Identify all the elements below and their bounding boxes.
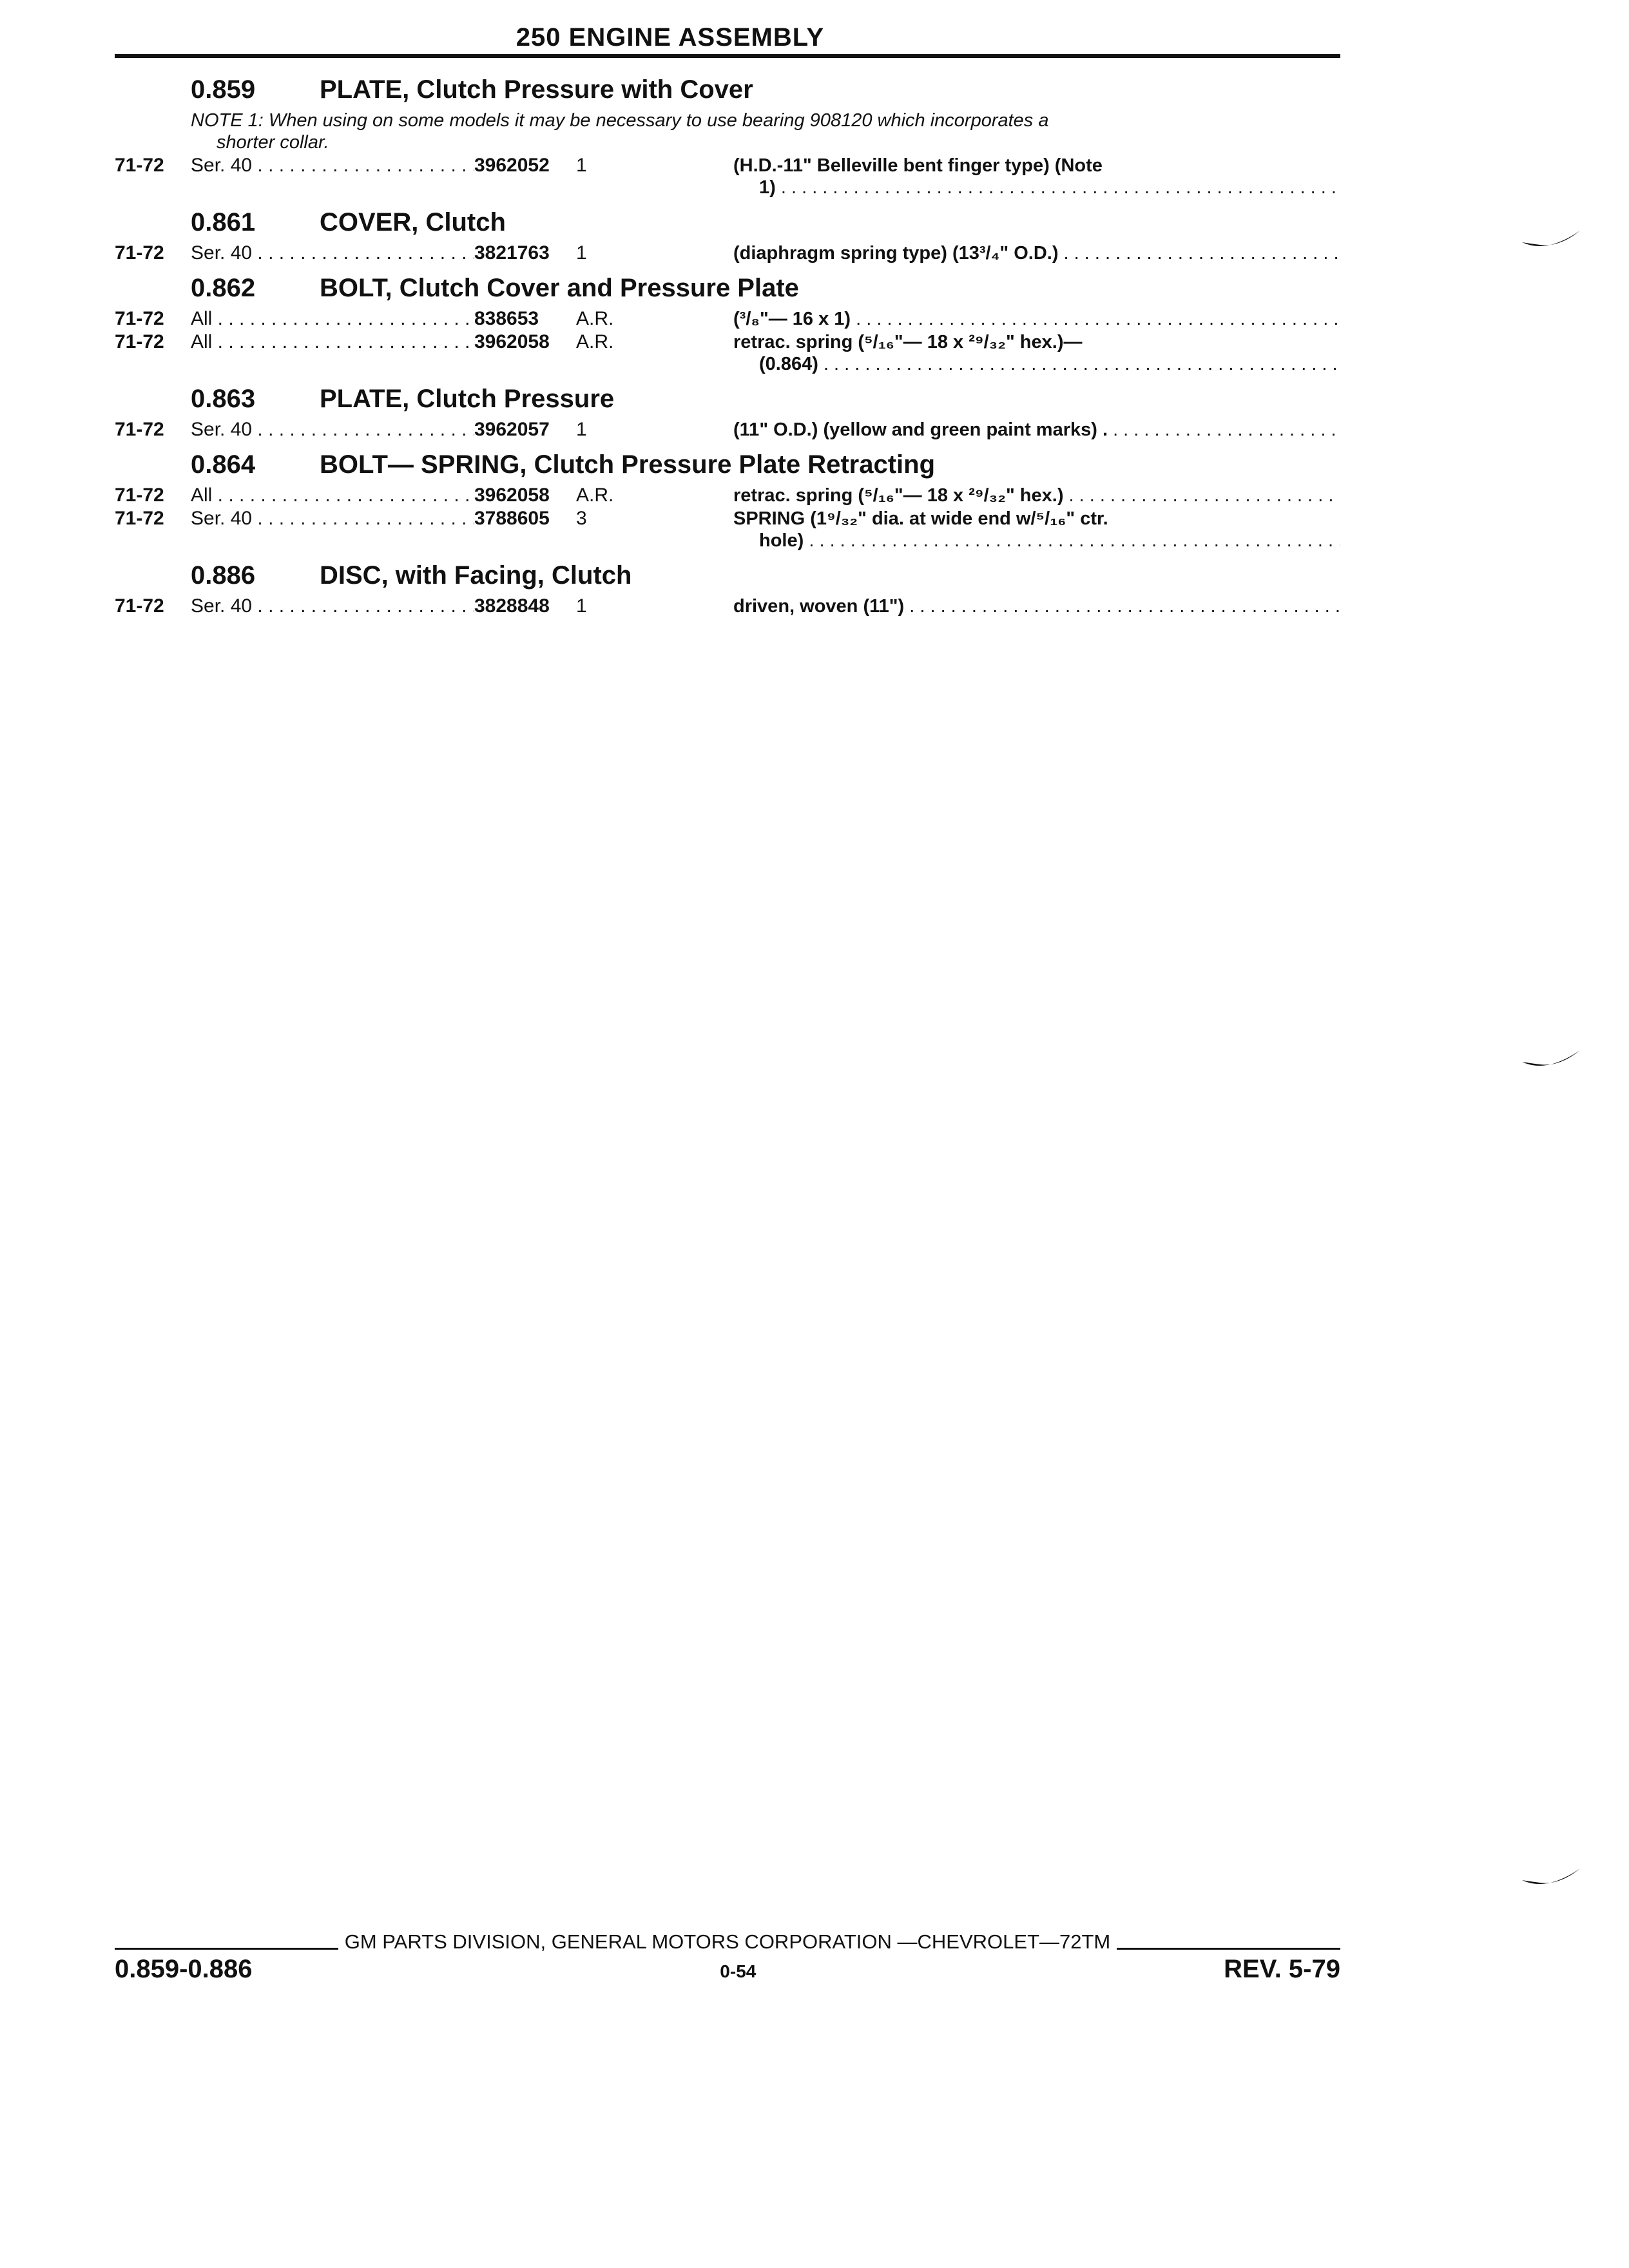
section-number: 0.886 <box>191 561 256 590</box>
parts-list <box>115 70 1340 621</box>
section-number: 0.862 <box>191 274 256 302</box>
section-number: 0.861 <box>191 208 256 236</box>
section-title: COVER, Clutch <box>320 208 506 236</box>
table-row <box>115 155 1340 198</box>
model-series: Ser. 40 . . . <box>191 242 474 264</box>
quantity: 1 <box>576 242 587 264</box>
header-rule <box>115 54 1340 58</box>
table-row <box>115 242 1340 264</box>
model-series: All . . . <box>191 331 474 375</box>
part-number: 3962058 <box>474 485 550 506</box>
description <box>733 331 1340 375</box>
table-row <box>115 419 1340 441</box>
description-line: hole) . . . <box>733 530 1340 552</box>
description <box>733 595 1340 617</box>
part-number: 3821763 <box>474 242 550 264</box>
quantity: A.R. <box>576 331 614 352</box>
footer-page-number: 0-54 <box>720 1961 757 1981</box>
part-number: 3962052 <box>474 155 550 176</box>
section-title: PLATE, Clutch Pressure with Cover <box>320 75 753 104</box>
footer-revision: REV. 5-79 <box>1224 1955 1340 1983</box>
model-years: 71-72 <box>115 508 164 529</box>
quantity: 3 <box>576 508 587 529</box>
part-number: 3828848 <box>474 595 550 617</box>
table-row <box>115 331 1340 375</box>
model-series: Ser. 40 . . . <box>191 595 474 617</box>
description-line: (11" O.D.) (yellow and green paint marks) . . . . <box>733 419 1340 441</box>
section-title: BOLT— SPRING, Clutch Pressure Plate Retracting <box>320 450 936 479</box>
description <box>733 508 1340 552</box>
model-years: 71-72 <box>115 308 164 329</box>
section-heading <box>115 555 1340 595</box>
description-line: (H.D.-11" Belleville bent finger type) (Note <box>733 155 1103 176</box>
model-years: 71-72 <box>115 242 164 264</box>
description-line: 1) . . . <box>733 177 1340 198</box>
footer-corporation-line <box>115 1930 1340 1954</box>
table-row <box>115 595 1340 617</box>
model-series: Ser. 40 . . . <box>191 508 474 552</box>
section <box>115 268 1340 375</box>
model-series: Ser. 40 . . . <box>191 155 474 198</box>
description-line: driven, woven (11") . . . <box>733 595 1340 617</box>
section-title: PLATE, Clutch Pressure <box>320 385 615 413</box>
description-line: SPRING (1⁹/₃₂" dia. at wide end w/⁵/₁₆" ctr. <box>733 508 1108 529</box>
quantity: 1 <box>576 595 587 617</box>
footer-rule-left <box>115 1947 338 1950</box>
page-title: 250 ENGINE ASSEMBLY <box>516 23 825 52</box>
section-heading <box>115 379 1340 419</box>
model-years: 71-72 <box>115 419 164 440</box>
section-note <box>115 110 1340 153</box>
section <box>115 445 1340 552</box>
section-title: BOLT, Clutch Cover and Pressure Plate <box>320 274 799 302</box>
section <box>115 555 1340 617</box>
model-series: All . . . <box>191 485 474 506</box>
table-row <box>115 308 1340 330</box>
note-line: shorter collar. <box>217 132 329 153</box>
section-number: 0.863 <box>191 385 256 413</box>
description-line: (diaphragm spring type) (13³/₄" O.D.) . . . <box>733 242 1340 264</box>
quantity: 1 <box>576 155 587 176</box>
section-heading <box>115 445 1340 485</box>
punch-mark-icon <box>1521 1048 1583 1073</box>
model-years: 71-72 <box>115 331 164 352</box>
footer-corporation: GM PARTS DIVISION, GENERAL MOTORS CORPORATION —CHEVROLET—72TM <box>344 1930 1111 1953</box>
part-number: 838653 <box>474 308 539 329</box>
description-line: (³/₈"— 16 x 1) . . . <box>733 308 1340 330</box>
model-years: 71-72 <box>115 155 164 176</box>
part-number: 3962057 <box>474 419 550 440</box>
description <box>733 308 1340 330</box>
section-heading <box>115 268 1340 308</box>
model-years: 71-72 <box>115 595 164 617</box>
quantity: A.R. <box>576 308 614 329</box>
footer-rule-right <box>1117 1947 1340 1950</box>
description-line: retrac. spring (⁵/₁₆"— 18 x ²⁹/₃₂" hex.)— <box>733 332 1083 352</box>
part-number: 3788605 <box>474 508 550 529</box>
section <box>115 202 1340 264</box>
punch-mark-icon <box>1521 228 1583 254</box>
section <box>115 70 1340 198</box>
description <box>733 485 1340 506</box>
model-years: 71-72 <box>115 485 164 506</box>
description-line: (0.864) . . . <box>733 353 1340 375</box>
quantity: 1 <box>576 419 587 440</box>
note-line: NOTE 1: When using on some models it may be necessary to use bearing 908120 which incorporates a <box>191 110 1049 131</box>
description <box>733 155 1340 198</box>
description <box>733 242 1340 264</box>
model-series: All . . . <box>191 308 474 330</box>
model-series: Ser. 40 . . . <box>191 419 474 441</box>
section-heading <box>115 202 1340 242</box>
section-number: 0.859 <box>191 75 256 104</box>
description <box>733 419 1340 441</box>
quantity: A.R. <box>576 485 614 506</box>
part-number: 3962058 <box>474 331 550 352</box>
footer-section-range: 0.859-0.886 <box>115 1955 253 1983</box>
section-number: 0.864 <box>191 450 256 479</box>
table-row <box>115 508 1340 552</box>
table-row <box>115 485 1340 506</box>
description-line: retrac. spring (⁵/₁₆"— 18 x ²⁹/₃₂" hex.) . . . <box>733 485 1340 506</box>
section-title: DISC, with Facing, Clutch <box>320 561 632 590</box>
punch-mark-icon <box>1521 1866 1583 1892</box>
footer <box>115 1955 1340 1984</box>
section-heading <box>115 70 1340 110</box>
section <box>115 379 1340 441</box>
